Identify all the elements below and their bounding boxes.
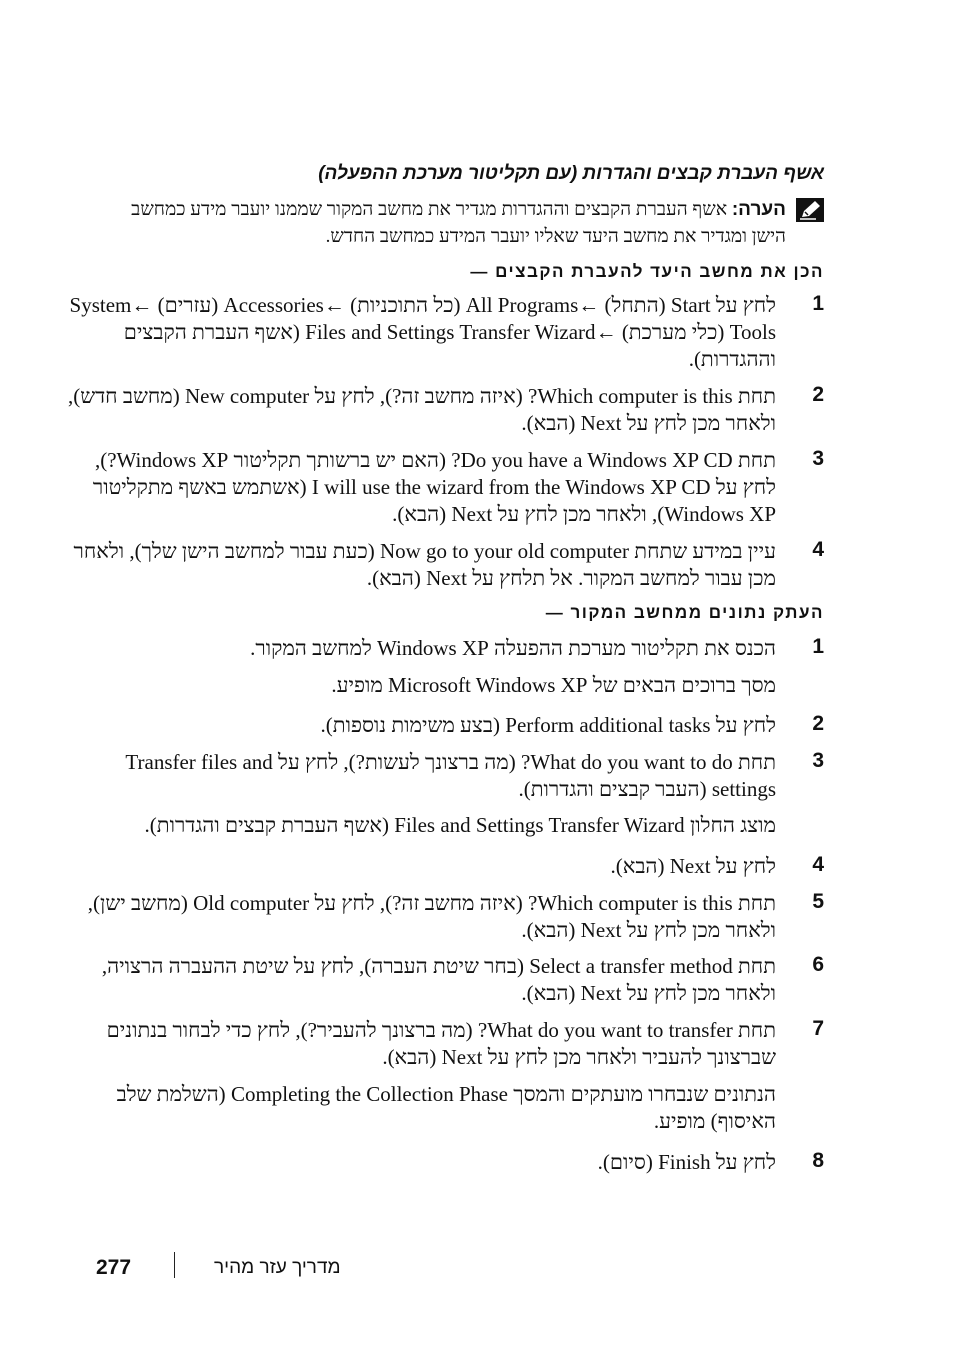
- page-number: 277: [96, 1256, 132, 1279]
- copy-step-8: [64, 1149, 824, 1176]
- step-number: 6: [812, 953, 824, 976]
- copy-heading: העתק נתונים ממחשב המקור —: [545, 603, 824, 622]
- step-text: לחץ על Finish (סיום).: [597, 1150, 776, 1174]
- step-text: עיין במידע שתחת Now go to your old computer (כעת עבור למחשב הישן שלך), ולאחר מכן עבור למחשב המקור. אל תלחץ על Next (הבא).: [73, 539, 776, 590]
- step-text: תחת Do you have a Windows XP CD? (האם יש ברשותך תקליטור Windows XP?), לחץ על I will use the wizard from the Windows XP CD (אשתמש באשף מתקליטור Windows XP), ולאחר מכן לחץ על Next (הבא).: [92, 448, 776, 526]
- step-number: 8: [812, 1149, 824, 1172]
- prepare-heading: הכן את מחשב היעד להעברת הקבצים —: [470, 262, 824, 281]
- step-number: 2: [812, 383, 824, 406]
- step-text: לחץ על Start (התחל) ←All Programs (כל התוכניות) ←Accessories (עזרים) ←System Tools (כלי מערכת) ←Files and Settings Transfer Wizard (אשף העברת הקבצים וההגדרות).: [69, 293, 776, 371]
- step-number: 4: [812, 853, 824, 876]
- copy-step-3-result: מוצג החלון Files and Settings Transfer Wizard (אשף העברת קבצים והגדרות).: [144, 813, 776, 837]
- step-number: 2: [812, 712, 824, 735]
- copy-step-4: [64, 853, 824, 880]
- step-number: 3: [812, 447, 824, 470]
- step-text: תחת Which computer is this? (איזה מחשב זה?), לחץ על New computer (מחשב חדש), ולאחר מכן לחץ על Next (הבא).: [67, 384, 776, 435]
- step-text: תחת What do you want to do? (מה ברצונך לעשות?), לחץ על Transfer files and settings (העבר קבצים והגדרות).: [125, 750, 776, 801]
- copy-step-1-result: מסך ברוכים הבאים של Microsoft Windows XP מופיע.: [331, 673, 776, 697]
- step-text: הכנס את תקליטור מערכת ההפעלה Windows XP למחשב המקור.: [250, 636, 776, 660]
- copy-step-7-result: הנתונים שנבחרו מועתקים והמסך Completing the Collection Phase (השלמת שלב האיסוף) מופיע.: [116, 1082, 776, 1133]
- step-number: 5: [812, 890, 824, 913]
- step-number: 4: [812, 538, 824, 561]
- copy-step-7: [64, 1017, 824, 1071]
- note-text: אשף העברת הקבצים וההגדרות מגדיר את מחשב המקור שממנו יועבר מידע כמחשב הישן ומגדיר את מחשב היעד שאליו יועבר המידע כמחשב החדש.: [131, 199, 786, 247]
- step-text: תחת Select a transfer method (בחר שיטת העברה), לחץ על שיטת ההעברה הרצויה, ולאחר מכן לחץ על Next (הבא).: [101, 954, 776, 1005]
- footer-divider: [174, 1252, 175, 1278]
- copy-step-2: [64, 712, 824, 739]
- prepare-step-3: [64, 447, 824, 528]
- step-number: 1: [812, 635, 824, 658]
- copy-step-1: [64, 635, 824, 662]
- step-number: 7: [812, 1017, 824, 1040]
- step-number: 1: [812, 292, 824, 315]
- prepare-step-2: [64, 383, 824, 437]
- step-text: לחץ על Perform additional tasks (בצע משימות נוספות).: [320, 713, 776, 737]
- copy-step-5: [64, 890, 824, 944]
- prepare-step-4: [64, 538, 824, 592]
- step-text: לחץ על Next (הבא).: [610, 854, 776, 878]
- note-label: הערה:: [731, 199, 786, 220]
- prepare-step-1: [64, 292, 824, 373]
- section-title: אשף העברת קבצים והגדרות (עם תקליטור מערכת ההפעלה): [318, 163, 824, 184]
- footer-title: מדריך עזר מהיר: [214, 1257, 341, 1278]
- copy-step-3: [64, 749, 824, 803]
- step-text: תחת What do you want to transfer? (מה ברצונך להעביר?), לחץ כדי לבחור בנתונים שברצונך להעביר ולאחר מכן לחץ על Next (הבא).: [106, 1018, 776, 1069]
- step-number: 3: [812, 749, 824, 772]
- copy-step-6: [64, 953, 824, 1007]
- step-text: תחת Which computer is this? (איזה מחשב זה?), לחץ על Old computer (מחשב ישן), ולאחר מכן לחץ על Next (הבא).: [87, 891, 776, 942]
- note-pencil-icon: [796, 198, 824, 222]
- page-footer: [0, 1252, 954, 1292]
- note-box: [104, 196, 824, 250]
